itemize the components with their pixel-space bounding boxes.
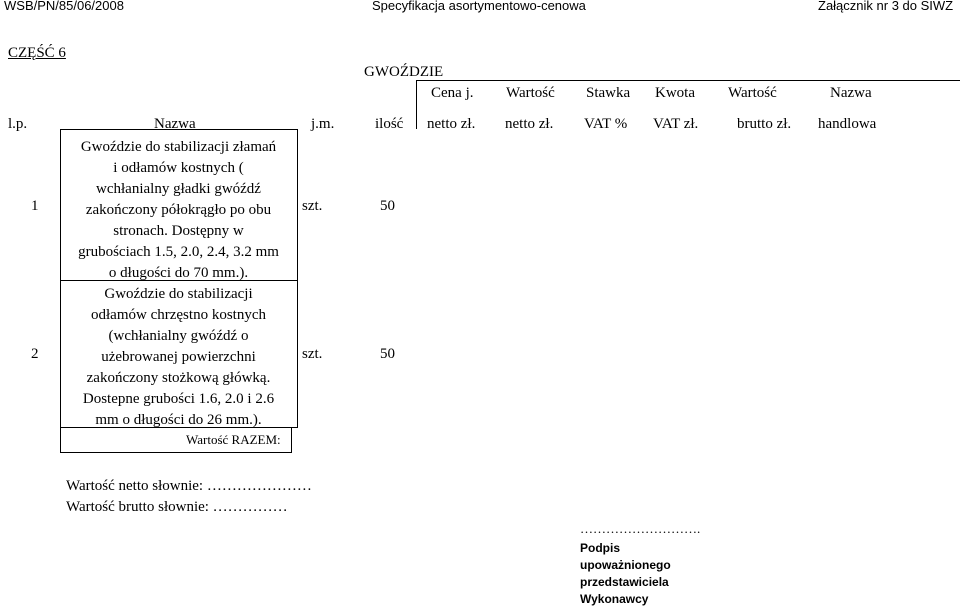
col-wartosc-brutto-bottom: brutto zł. [737, 116, 792, 132]
signature-line: przedstawiciela [580, 575, 669, 589]
attachment-label: Załącznik nr 3 do SIWZ [818, 0, 954, 13]
col-stawka-top: Stawka [586, 85, 631, 101]
col-nazwa: Nazwa [154, 116, 196, 132]
total-label: Wartość RAZEM: [186, 432, 281, 447]
row-2-jm: szt. [302, 346, 323, 362]
row-2-desc-line: zakończony stożkową główką. [86, 370, 271, 386]
desc-right-rule-1 [297, 129, 298, 281]
row-1-desc-line: zakończony półokrągło po obu [85, 202, 272, 218]
col-wartosc-netto-bottom: netto zł. [505, 116, 554, 132]
signature-line: upoważnionego [580, 558, 671, 572]
col-stawka-bottom: VAT % [584, 116, 628, 132]
col-cena-top: Cena j. [431, 85, 474, 101]
section-title: CZĘŚĆ 6 [8, 45, 66, 61]
row-1-lp: 1 [31, 198, 39, 214]
row-2-ilosc: 50 [380, 346, 395, 362]
col-kwota-bottom: VAT zł. [653, 116, 699, 132]
col-wartosc-brutto-top: Wartość [728, 85, 777, 101]
row-1-desc-line: i odłamów kostnych ( [113, 160, 244, 176]
signature-block [580, 540, 671, 608]
desc-right-rule-2 [297, 281, 298, 428]
header-top-rule [416, 80, 960, 81]
row-2-desc-line: odłamów chrzęstno kostnych [91, 307, 266, 323]
col-cena-bottom: netto zł. [427, 116, 476, 132]
col-wartosc-netto-top: Wartość [506, 85, 555, 101]
row-2-desc-line: użebrowanej powierzchni [101, 349, 256, 365]
row-2-desc-line: Gwoździe do stabilizacji [104, 286, 253, 302]
row-1-jm: szt. [302, 198, 323, 214]
row-1-desc-line: Gwoździe do stabilizacji złamań [80, 139, 277, 155]
row-2-description [60, 284, 297, 431]
col-ilosc: ilość [375, 116, 404, 132]
row-1-ilosc: 50 [380, 198, 395, 214]
brutto-in-words: Wartość brutto słownie: …………… [66, 499, 288, 515]
document-title: Specyfikacja asortymentowo-cenowa [372, 0, 586, 13]
total-bottom-rule [60, 452, 292, 453]
row-1-desc-line: wchłanialny gładki gwóźdź [96, 181, 261, 197]
group-title: GWOŹDZIE [364, 64, 444, 80]
signature-line: Podpis [580, 541, 621, 555]
row-1-desc-line: grubościach 1.5, 2.0, 2.4, 3.2 mm [78, 244, 279, 260]
col-lp: l.p. [8, 116, 28, 132]
col-jm: j.m. [311, 116, 335, 132]
netto-in-words: Wartość netto słownie: ………………… [66, 478, 312, 494]
signature-dots: ………………………. [580, 521, 701, 536]
row-2-desc-line: (wchłanialny gwóźdź o [108, 328, 249, 344]
row-2-desc-line: Dostepne grubości 1.6, 2.0 i 2.6 [82, 391, 275, 407]
row-1-desc-line: o długości do 70 mm.). [108, 265, 249, 281]
row-1-description [60, 137, 297, 284]
header-left-rule [416, 80, 417, 129]
col-nazwa-handlowa-bottom: handlowa [818, 116, 877, 132]
document-reference: WSB/PN/85/06/2008 [4, 0, 124, 13]
signature-line: Wykonawcy [580, 592, 649, 606]
col-kwota-top: Kwota [655, 85, 695, 101]
row-2-desc-line: mm o długości do 26 mm.). [95, 412, 262, 428]
row-2-lp: 2 [31, 346, 39, 362]
col-nazwa-handlowa-top: Nazwa [830, 85, 872, 101]
row-1-desc-line: stronach. Dostępny w [113, 223, 244, 239]
